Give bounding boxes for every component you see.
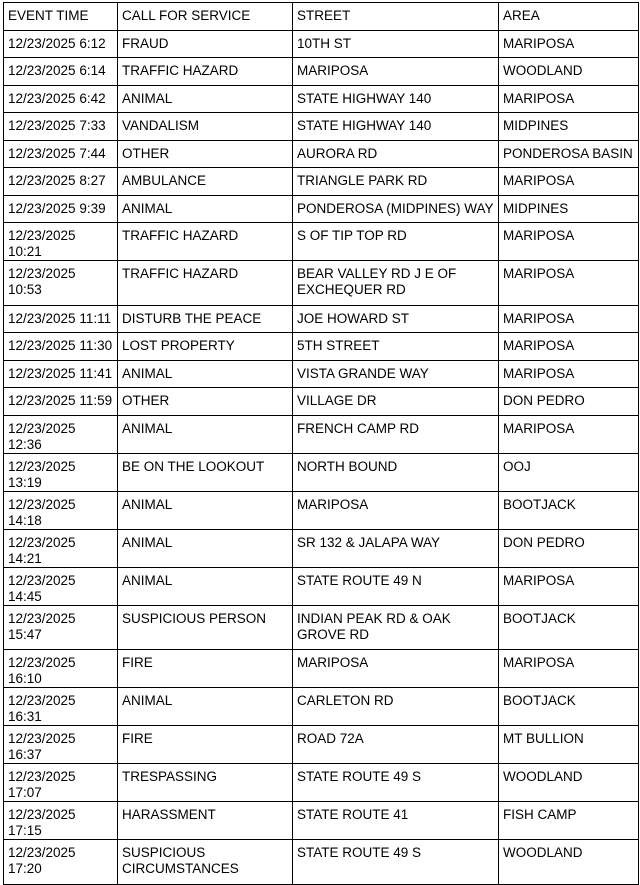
call-for-service-cell: ANIMAL <box>118 491 293 529</box>
table-body <box>4 30 639 884</box>
table-row <box>4 764 639 802</box>
call-for-service-cell: OTHER <box>118 388 293 416</box>
event-time-cell: 12/23/2025 13:19 <box>4 453 118 491</box>
call-log-table <box>3 2 639 885</box>
table-row <box>4 85 639 113</box>
header-row <box>4 3 639 31</box>
area-cell: WOODLAND <box>499 58 639 86</box>
area-cell: MT BULLION <box>499 726 639 764</box>
street-cell: AURORA RD <box>293 140 499 168</box>
area-cell: FISH CAMP <box>499 802 639 840</box>
table-row <box>4 491 639 529</box>
call-for-service-cell: HARASSMENT <box>118 802 293 840</box>
street-cell: MARIPOSA <box>293 650 499 688</box>
header-call-for-service: CALL FOR SERVICE <box>118 3 293 31</box>
street-cell: 10TH ST <box>293 30 499 58</box>
area-cell: MARIPOSA <box>499 168 639 196</box>
table-row <box>4 261 639 306</box>
event-time-cell: 12/23/2025 11:59 <box>4 388 118 416</box>
table-row <box>4 453 639 491</box>
table-row <box>4 58 639 86</box>
area-cell: DON PEDRO <box>499 529 639 567</box>
street-cell: BEAR VALLEY RD J E OF EXCHEQUER RD <box>293 261 499 306</box>
event-time-cell: 12/23/2025 16:37 <box>4 726 118 764</box>
area-cell: MARIPOSA <box>499 650 639 688</box>
street-cell: S OF TIP TOP RD <box>293 223 499 261</box>
call-for-service-cell: ANIMAL <box>118 688 293 726</box>
street-cell: STATE HIGHWAY 140 <box>293 85 499 113</box>
table-row <box>4 388 639 416</box>
area-cell: MARIPOSA <box>499 30 639 58</box>
call-for-service-cell: ANIMAL <box>118 529 293 567</box>
call-for-service-cell: ANIMAL <box>118 360 293 388</box>
event-time-cell: 12/23/2025 17:07 <box>4 764 118 802</box>
event-time-cell: 12/23/2025 6:14 <box>4 58 118 86</box>
table-row <box>4 415 639 453</box>
event-time-cell: 12/23/2025 15:47 <box>4 605 118 650</box>
event-time-cell: 12/23/2025 7:44 <box>4 140 118 168</box>
call-for-service-cell: FIRE <box>118 650 293 688</box>
table-row <box>4 650 639 688</box>
call-for-service-cell: AMBULANCE <box>118 168 293 196</box>
street-cell: STATE HIGHWAY 140 <box>293 113 499 141</box>
area-cell: MARIPOSA <box>499 333 639 361</box>
area-cell: DON PEDRO <box>499 388 639 416</box>
table-row <box>4 195 639 223</box>
event-time-cell: 12/23/2025 17:20 <box>4 840 118 885</box>
area-cell: BOOTJACK <box>499 491 639 529</box>
call-for-service-cell: TRAFFIC HAZARD <box>118 261 293 306</box>
call-for-service-cell: VANDALISM <box>118 113 293 141</box>
header-event-time: EVENT TIME <box>4 3 118 31</box>
table-row <box>4 688 639 726</box>
event-time-cell: 12/23/2025 10:21 <box>4 223 118 261</box>
event-time-cell: 12/23/2025 6:12 <box>4 30 118 58</box>
call-for-service-cell: BE ON THE LOOKOUT <box>118 453 293 491</box>
table-row <box>4 726 639 764</box>
area-cell: MIDPINES <box>499 195 639 223</box>
table-row <box>4 140 639 168</box>
area-cell: MARIPOSA <box>499 567 639 605</box>
table-row <box>4 333 639 361</box>
area-cell: MARIPOSA <box>499 223 639 261</box>
event-time-cell: 12/23/2025 14:18 <box>4 491 118 529</box>
call-for-service-cell: ANIMAL <box>118 567 293 605</box>
street-cell: TRIANGLE PARK RD <box>293 168 499 196</box>
street-cell: STATE ROUTE 49 S <box>293 840 499 885</box>
area-cell: MIDPINES <box>499 113 639 141</box>
table-row <box>4 360 639 388</box>
street-cell: VILLAGE DR <box>293 388 499 416</box>
street-cell: INDIAN PEAK RD & OAK GROVE RD <box>293 605 499 650</box>
table-row <box>4 605 639 650</box>
call-for-service-cell: FIRE <box>118 726 293 764</box>
call-for-service-cell: FRAUD <box>118 30 293 58</box>
street-cell: JOE HOWARD ST <box>293 305 499 333</box>
call-for-service-cell: LOST PROPERTY <box>118 333 293 361</box>
call-for-service-cell: OTHER <box>118 140 293 168</box>
table-row <box>4 305 639 333</box>
street-cell: FRENCH CAMP RD <box>293 415 499 453</box>
table-row <box>4 113 639 141</box>
street-cell: NORTH BOUND <box>293 453 499 491</box>
area-cell: MARIPOSA <box>499 305 639 333</box>
table-row <box>4 30 639 58</box>
area-cell: BOOTJACK <box>499 605 639 650</box>
street-cell: PONDEROSA (MIDPINES) WAY <box>293 195 499 223</box>
event-time-cell: 12/23/2025 17:15 <box>4 802 118 840</box>
area-cell: MARIPOSA <box>499 415 639 453</box>
call-for-service-cell: TRAFFIC HAZARD <box>118 223 293 261</box>
call-for-service-cell: SUSPICIOUS CIRCUMSTANCES <box>118 840 293 885</box>
event-time-cell: 12/23/2025 16:10 <box>4 650 118 688</box>
event-time-cell: 12/23/2025 11:30 <box>4 333 118 361</box>
street-cell: STATE ROUTE 41 <box>293 802 499 840</box>
area-cell: MARIPOSA <box>499 360 639 388</box>
event-time-cell: 12/23/2025 6:42 <box>4 85 118 113</box>
table-row <box>4 223 639 261</box>
street-cell: SR 132 & JALAPA WAY <box>293 529 499 567</box>
event-time-cell: 12/23/2025 8:27 <box>4 168 118 196</box>
street-cell: STATE ROUTE 49 S <box>293 764 499 802</box>
area-cell: MARIPOSA <box>499 261 639 306</box>
street-cell: MARIPOSA <box>293 58 499 86</box>
street-cell: MARIPOSA <box>293 491 499 529</box>
event-time-cell: 12/23/2025 11:11 <box>4 305 118 333</box>
area-cell: WOODLAND <box>499 764 639 802</box>
table-row <box>4 529 639 567</box>
call-for-service-cell: TRAFFIC HAZARD <box>118 58 293 86</box>
event-time-cell: 12/23/2025 11:41 <box>4 360 118 388</box>
call-for-service-cell: DISTURB THE PEACE <box>118 305 293 333</box>
event-time-cell: 12/23/2025 10:53 <box>4 261 118 306</box>
event-time-cell: 12/23/2025 9:39 <box>4 195 118 223</box>
event-time-cell: 12/23/2025 7:33 <box>4 113 118 141</box>
header-street: STREET <box>293 3 499 31</box>
street-cell: VISTA GRANDE WAY <box>293 360 499 388</box>
event-time-cell: 12/23/2025 16:31 <box>4 688 118 726</box>
call-for-service-cell: TRESPASSING <box>118 764 293 802</box>
area-cell: PONDEROSA BASIN <box>499 140 639 168</box>
event-time-cell: 12/23/2025 14:21 <box>4 529 118 567</box>
area-cell: MARIPOSA <box>499 85 639 113</box>
table-row <box>4 840 639 885</box>
street-cell: 5TH STREET <box>293 333 499 361</box>
street-cell: STATE ROUTE 49 N <box>293 567 499 605</box>
area-cell: WOODLAND <box>499 840 639 885</box>
event-time-cell: 12/23/2025 14:45 <box>4 567 118 605</box>
call-for-service-cell: ANIMAL <box>118 85 293 113</box>
street-cell: ROAD 72A <box>293 726 499 764</box>
area-cell: BOOTJACK <box>499 688 639 726</box>
call-for-service-cell: SUSPICIOUS PERSON <box>118 605 293 650</box>
event-time-cell: 12/23/2025 12:36 <box>4 415 118 453</box>
call-for-service-cell: ANIMAL <box>118 195 293 223</box>
area-cell: OOJ <box>499 453 639 491</box>
street-cell: CARLETON RD <box>293 688 499 726</box>
call-for-service-cell: ANIMAL <box>118 415 293 453</box>
table-row <box>4 168 639 196</box>
table-row <box>4 802 639 840</box>
table-row <box>4 567 639 605</box>
header-area: AREA <box>499 3 639 31</box>
